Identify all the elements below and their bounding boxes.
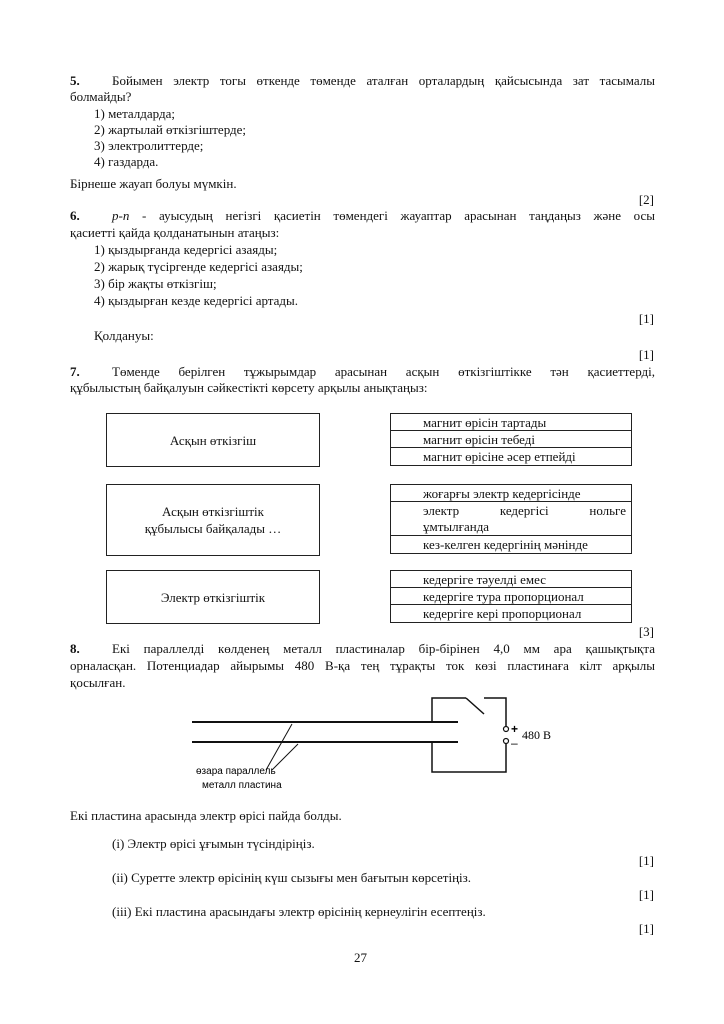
question-6-option-4: 4) қыздырған кезде кедергісі артады. (94, 293, 299, 308)
question-6-number: 6. (70, 208, 80, 223)
question-5-option-2: 2) жартылай өткізгіштерде; (94, 122, 247, 137)
question-6-option-2: 2) жарық түсіргенде кедергісі азаяды; (94, 259, 303, 274)
switch-lever (466, 698, 484, 714)
minus-sign: – (511, 736, 518, 750)
positive-terminal (504, 727, 509, 732)
matching-options-group-2 (390, 484, 632, 554)
option-resistance-to-zero-line1: электр кедергісі нольге (423, 503, 626, 518)
option-inversely-proportional: кедергіге кері пропорционал (423, 606, 582, 621)
parallel-plates-diagram (180, 692, 580, 796)
question-5-number: 5. (70, 73, 80, 88)
question-8-sub-ii: (ii) Суретте электр өрісінің күш сызығы мен бағытын көрсетіңіз. (112, 870, 472, 885)
question-7-number: 7. (70, 364, 80, 379)
question-5-text-line2: болмайды? (70, 89, 132, 104)
question-8-sub-i-mark: [1] (638, 853, 654, 868)
question-8-sub-i: (i) Электр өрісі ұғымын түсіндіріңіз. (112, 836, 315, 851)
question-6-text-rest: - ауысудың негізгі қасиетін төмендегі жауаптар арасынан таңдаңыз және осы (129, 208, 655, 223)
upper-wire-right (484, 698, 506, 726)
matching-options-group-3 (390, 570, 632, 623)
question-5-note: Бірнеше жауап болуы мүмкін. (70, 176, 237, 191)
option-no-effect-field: магнит өрісіне әсер етпейді (423, 449, 576, 464)
matching-box-conductivity (106, 570, 320, 624)
option-attracts-field: магнит өрісін тартады (391, 414, 631, 431)
plates-label-line1: өзара параллель (196, 766, 276, 777)
matching-box-2-line2: құбылысы байқалады … (144, 521, 282, 536)
question-8-number: 8. (70, 641, 80, 656)
matching-box-superconductor-label: Асқын өткізгіш (169, 432, 257, 448)
label-pointer-lower (272, 744, 298, 770)
question-8-sub-iii-mark: [1] (638, 921, 654, 936)
question-6-text-line1 (112, 208, 655, 224)
option-high-resistance: жоғарғы электр кедергісінде (391, 485, 631, 502)
plus-sign: + (511, 722, 519, 736)
matching-options-group-1 (390, 413, 632, 466)
question-5-option-1: 1) металдарда; (94, 106, 175, 121)
question-5-option-3: 3) электролиттерде; (94, 138, 204, 153)
question-6-text-line2: қасиетті қайда қолданатынын атаңыз: (70, 225, 280, 240)
question-6-mark-1: [1] (638, 311, 654, 326)
option-repels-field: магнит өрісін тебеді (391, 431, 631, 448)
question-6-usage-label: Қолдануы: (94, 328, 154, 343)
question-7-mark: [3] (638, 624, 654, 639)
matching-box-conductivity-label: Электр өткізгіштік (160, 589, 266, 605)
matching-box-2-line1: Асқын өткізгіштік (162, 504, 264, 519)
option-directly-proportional: кедергіге тура пропорционал (391, 588, 631, 605)
question-8-sub-iii: (iii) Екі пластина арасындағы электр өрісінің кернеулігін есептеңіз. (112, 904, 486, 919)
option-any-resistance: кез-келген кедергінің мәнінде (423, 537, 588, 552)
question-6-option-1: 1) қыздырғанда кедергісі азаяды; (94, 242, 278, 257)
option-resistance-to-zero-line2: ұмтылғанда (423, 519, 490, 534)
question-6-option-3: 3) бір жақты өткізгіш; (94, 276, 217, 291)
question-5-option-4: 4) газдарда. (94, 154, 159, 169)
voltage-label: 480 В (522, 728, 552, 742)
question-5-mark: [2] (638, 192, 654, 207)
question-7-text-line2: құбылыстың байқалуын сәйкестікті көрсету арқылы анықтаңыз: (70, 380, 428, 395)
option-resistance-to-zero (391, 502, 631, 536)
question-6-mark-2: [1] (638, 347, 654, 362)
option-independent-of-resistance: кедергіге тәуелді емес (391, 571, 631, 588)
matching-box-superconductivity-observed (106, 484, 320, 556)
question-8-text-line3: қосылған. (70, 675, 126, 690)
question-8-statement: Екі пластина арасында электр өрісі пайда болды. (70, 808, 342, 823)
matching-box-superconductor (106, 413, 320, 467)
question-8-text-line1: Екі параллелді көлденең металл пластиналар бір-бірінен 4,0 мм ара қашықтықта (112, 641, 655, 656)
question-7-text-line1: Төменде берілген тұжырымдар арасынан асқын өткізгіштікке тән қасиеттерді, (112, 364, 655, 379)
lower-wire (432, 742, 506, 772)
pn-term: p-n (112, 208, 130, 223)
negative-terminal (504, 739, 509, 744)
question-5-text-line1: Бойымен электр тогы өткенде төменде аталған орталардың қайсысында зат тасымалы (112, 73, 655, 88)
plates-label-line2: металл пластина (202, 780, 282, 791)
question-8-text-line2: орналасқан. Потенциадар айырымы 480 В-қа тең тұрақты ток көзі пластинаға кілт арқылы (70, 658, 655, 673)
page-number: 27 (354, 950, 367, 965)
question-8-sub-ii-mark: [1] (638, 887, 654, 902)
upper-wire (432, 698, 466, 722)
